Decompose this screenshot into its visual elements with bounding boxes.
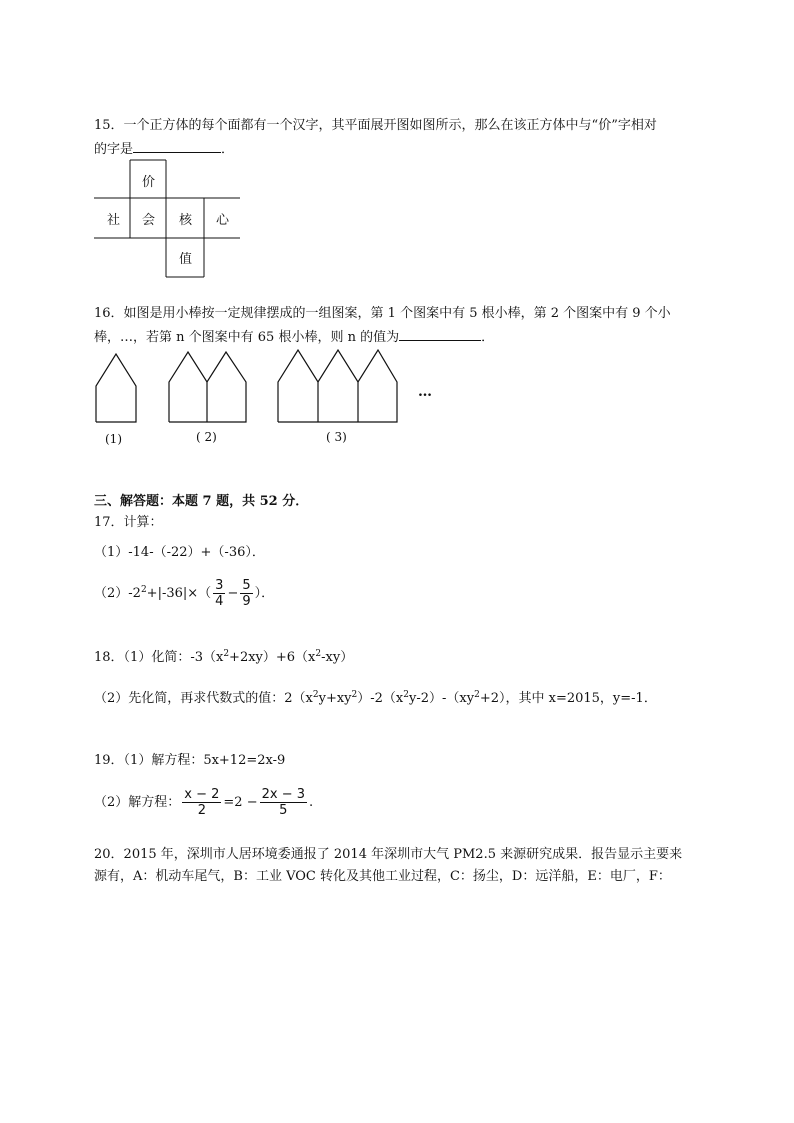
q16-text: 棒，…，若第 n 个图案中有 65 根小棒，则 n 的值为: [94, 330, 400, 345]
exponent: 2: [403, 690, 409, 700]
q15-text: 的字是: [94, 142, 134, 157]
q18-part1: [94, 650, 353, 666]
q16-end: ．: [481, 330, 495, 345]
q18-p2-b: y+xy: [318, 691, 352, 706]
numerator: 2x − 3: [261, 787, 306, 802]
q19-part2: [94, 785, 313, 821]
q20-line2: 源有，A：机动车尾气，B：工业 VOC 转化及其他工业过程，C：扬尘，D：远洋船，E：电厂，F：: [94, 869, 671, 884]
q18-p2-d: y-2）-（xy: [409, 691, 475, 706]
q16-line1: 16．如图是用小棒按一定规律摆成的一组图案，第 1 个图案中有 5 根小棒，第 2 个图案中有 9 个小: [94, 306, 671, 321]
denominator: 4: [215, 594, 224, 609]
q18-p1-b: +2xy）+6（x: [229, 650, 316, 665]
q17-part2: [94, 578, 274, 609]
net-cell-she: 社: [106, 213, 120, 228]
fraction-2x-minus-3-over-5: [260, 787, 307, 818]
pattern-label-1: (1): [105, 432, 122, 446]
q18-p2-e: +2），其中 x=2015，y=-1．: [479, 691, 657, 706]
fraction-x-minus-2-over-2: [182, 787, 221, 818]
q19-part1: 19．（1）解方程：5x+12=2x-9: [94, 753, 286, 768]
pattern-label-3: ( 3): [326, 430, 347, 444]
exponent: 2: [351, 690, 358, 700]
q18-part2: [94, 691, 657, 707]
denominator: 2: [197, 803, 206, 818]
exponent: 2: [140, 585, 147, 595]
q18-p1-c: -xy）: [321, 650, 354, 665]
pattern-ellipsis: …: [418, 384, 432, 400]
numerator: 3: [215, 578, 224, 593]
net-cell-xin: 心: [215, 213, 229, 228]
q19-end: .: [309, 795, 314, 810]
numerator: 5: [242, 578, 251, 593]
q18-p2-a: （2）先化简，再求代数式的值：2（x: [94, 691, 313, 706]
exponent: 2: [312, 690, 319, 700]
q15-line1: 15．一个正方体的每个面都有一个汉字，其平面展开图如图所示，那么在该正方体中与“价”字相对: [94, 118, 657, 133]
q17-p2-a: （2）-2: [94, 586, 141, 601]
net-cell-jia: 价: [141, 175, 155, 190]
exponent: 2: [223, 649, 230, 659]
q17-part1: （1）-14-（-22）+（-36）．: [94, 545, 265, 560]
q19-p2-a: （2）解方程：: [94, 795, 181, 810]
q20-line1: 20．2015 年，深圳市人居环境委通报了 2014 年深圳市大气 PM2.5 来源研究成果．报告显示主要来: [94, 847, 683, 862]
numerator: x − 2: [184, 787, 220, 802]
net-cell-hui: 会: [141, 213, 155, 228]
net-cell-zhi: 值: [178, 252, 192, 267]
fraction-5-9: [240, 578, 252, 609]
exponent: 2: [474, 690, 480, 700]
net-cell-he: 核: [178, 213, 192, 228]
section-heading: 三、解答题：本题 7 题，共 52 分．: [94, 494, 309, 509]
stick-pattern-diagram: [0, 0, 794, 460]
q18-p2-c: ）-2（x: [357, 691, 404, 706]
q17-p2-end: ）．: [254, 586, 275, 601]
pattern-label-2: ( 2): [196, 430, 217, 444]
denominator: 5: [279, 803, 288, 818]
q17-title: 17．计算：: [94, 515, 163, 530]
q19-mid: =2 −: [223, 795, 258, 810]
q15-end: ．: [221, 142, 235, 157]
fraction-3-4: [213, 578, 225, 609]
minus-sign: −: [227, 586, 239, 601]
exponent: 2: [315, 649, 322, 659]
q17-p2-b: +|-36|×（: [146, 586, 212, 601]
q18-p1-a: 18．（1）化简：-3（x: [94, 650, 224, 665]
denominator: 9: [242, 594, 251, 609]
